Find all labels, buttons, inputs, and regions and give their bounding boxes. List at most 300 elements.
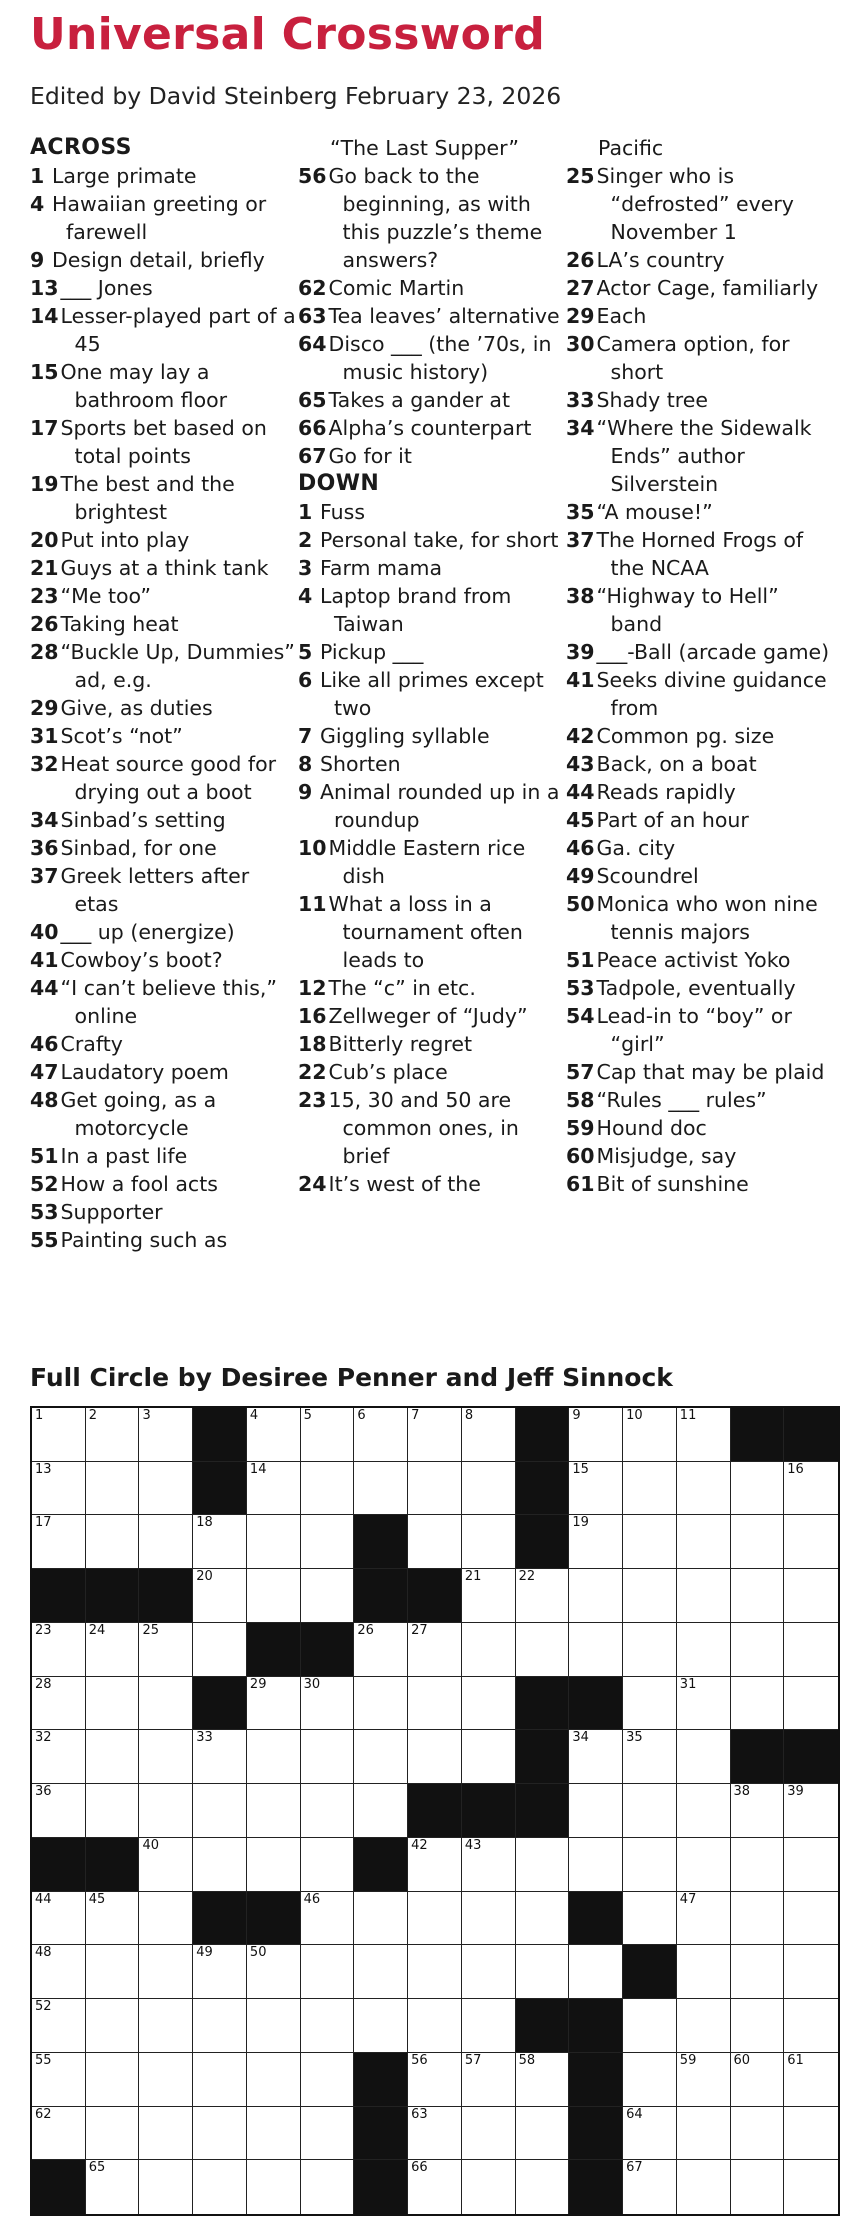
grid-cell[interactable] — [731, 1677, 785, 1731]
grid-block — [569, 1892, 623, 1946]
grid-block — [408, 1569, 462, 1623]
grid-cell[interactable] — [301, 1730, 355, 1784]
grid-cell[interactable] — [731, 1569, 785, 1623]
clue-number: 30 — [566, 332, 595, 356]
grid-cell[interactable] — [86, 1730, 140, 1784]
grid-cell[interactable] — [462, 1838, 516, 1892]
grid-block — [32, 2160, 86, 2214]
grid-cell[interactable] — [516, 2160, 570, 2214]
grid-cell[interactable] — [32, 1623, 86, 1677]
grid-cell[interactable] — [247, 1838, 301, 1892]
grid-cell[interactable] — [623, 1515, 677, 1569]
clue-item — [298, 750, 566, 778]
grid-cell[interactable] — [193, 1730, 247, 1784]
clue-text: Shady tree — [596, 388, 708, 412]
grid-cell[interactable] — [408, 2160, 462, 2214]
grid-cell[interactable] — [731, 1838, 785, 1892]
grid-cell[interactable] — [32, 2107, 86, 2161]
grid-cell[interactable] — [301, 1515, 355, 1569]
clue-item — [298, 666, 566, 722]
grid-cell[interactable] — [462, 1677, 516, 1731]
grid-cell[interactable] — [408, 1892, 462, 1946]
clue-text: Ga. city — [596, 836, 676, 860]
grid-cell[interactable] — [784, 1784, 838, 1838]
grid-cell[interactable] — [86, 2107, 140, 2161]
grid-cell[interactable] — [569, 1730, 623, 1784]
clue-number: 2 — [298, 528, 313, 552]
grid-cell[interactable] — [354, 1999, 408, 2053]
cell-number: 56 — [411, 2052, 428, 2068]
grid-cell[interactable] — [677, 1945, 731, 1999]
clue-number: 53 — [30, 1200, 59, 1224]
clue-item — [30, 834, 298, 862]
clue-text: “Rules ___ rules” — [596, 1088, 767, 1112]
grid-cell[interactable] — [462, 1623, 516, 1677]
clue-item — [566, 330, 834, 386]
clue-number: 6 — [298, 668, 313, 692]
grid-cell[interactable] — [247, 2160, 301, 2214]
grid-cell[interactable] — [623, 1462, 677, 1516]
grid-cell[interactable] — [247, 1730, 301, 1784]
clue-text: Tadpole, eventually — [596, 976, 796, 1000]
clue-text: Hound doc — [596, 1116, 707, 1140]
grid-cell[interactable] — [569, 1408, 623, 1462]
grid-cell[interactable] — [462, 2107, 516, 2161]
grid-cell[interactable] — [623, 1892, 677, 1946]
grid-cell[interactable] — [677, 1999, 731, 2053]
grid-cell[interactable] — [139, 1462, 193, 1516]
clue-text: Zellweger of “Judy” — [328, 1004, 528, 1028]
grid-cell[interactable] — [301, 1569, 355, 1623]
clue-text: One may lay a bathroom floor — [60, 360, 228, 412]
clue-text: Lesser-played part of a 45 — [60, 304, 296, 356]
clue-number: 18 — [298, 1032, 327, 1056]
grid-cell[interactable] — [784, 2107, 838, 2161]
grid-cell[interactable] — [301, 1838, 355, 1892]
grid-cell[interactable] — [462, 1999, 516, 2053]
clue-text: Tea leaves’ alternative — [328, 304, 560, 328]
grid-cell[interactable] — [354, 1784, 408, 1838]
grid-cell[interactable] — [623, 1784, 677, 1838]
clue-number: 55 — [30, 1228, 59, 1252]
clue-item — [566, 750, 834, 778]
grid-cell[interactable] — [193, 1784, 247, 1838]
clue-number: 63 — [298, 304, 327, 328]
clue-number: 21 — [30, 556, 59, 580]
section-heading-down: DOWN — [298, 471, 380, 496]
grid-cell[interactable] — [731, 2107, 785, 2161]
grid-cell[interactable] — [677, 1784, 731, 1838]
grid-cell[interactable] — [86, 1408, 140, 1462]
grid-cell[interactable] — [247, 2107, 301, 2161]
cell-number: 3 — [142, 1408, 151, 1423]
grid-cell[interactable] — [569, 1784, 623, 1838]
grid-cell[interactable] — [516, 1569, 570, 1623]
grid-cell[interactable] — [731, 1623, 785, 1677]
clue-number: 56 — [298, 164, 327, 188]
grid-cell[interactable] — [193, 1945, 247, 1999]
clue-text: Painting such as — [60, 1228, 228, 1252]
grid-cell[interactable] — [462, 2053, 516, 2107]
clue-continuation — [298, 134, 566, 162]
grid-cell[interactable] — [193, 1569, 247, 1623]
cell-number: 43 — [464, 1837, 482, 1853]
grid-cell[interactable] — [86, 1462, 140, 1516]
clue-text: Fuss — [320, 500, 366, 524]
clue-text: ___ Jones — [60, 276, 153, 300]
clue-item — [30, 918, 298, 946]
clue-text: Give, as duties — [60, 696, 213, 720]
clue-number: 51 — [30, 1144, 59, 1168]
clue-number: 27 — [566, 276, 595, 300]
grid-cell[interactable] — [569, 1838, 623, 1892]
grid-cell[interactable] — [247, 1677, 301, 1731]
grid-cell[interactable] — [247, 1515, 301, 1569]
grid-cell[interactable] — [731, 1515, 785, 1569]
grid-cell[interactable] — [86, 1999, 140, 2053]
clue-number: 32 — [30, 752, 59, 776]
cell-number: 34 — [572, 1730, 589, 1746]
cell-number: 33 — [196, 1730, 213, 1746]
grid-cell[interactable] — [731, 1892, 785, 1946]
grid-cell[interactable] — [86, 1892, 140, 1946]
grid-cell[interactable] — [139, 1999, 193, 2053]
grid-cell[interactable] — [623, 2053, 677, 2107]
clue-item — [298, 302, 566, 330]
clue-text: “A mouse!” — [596, 500, 713, 524]
cell-number: 57 — [464, 2052, 482, 2068]
clue-item — [566, 274, 834, 302]
grid-cell[interactable] — [516, 1623, 570, 1677]
grid-cell[interactable] — [139, 2053, 193, 2107]
grid-cell[interactable] — [139, 1784, 193, 1838]
grid-cell[interactable] — [569, 1569, 623, 1623]
grid-cell[interactable] — [301, 1892, 355, 1946]
grid-cell[interactable] — [193, 1623, 247, 1677]
clue-text: Large primate — [52, 164, 197, 188]
grid-cell[interactable] — [408, 1999, 462, 2053]
grid-cell[interactable] — [731, 2160, 785, 2214]
grid-cell[interactable] — [569, 1623, 623, 1677]
grid-cell[interactable] — [569, 1462, 623, 1516]
grid-cell[interactable] — [677, 1462, 731, 1516]
clue-text: Lead-in to “boy” or “girl” — [596, 1004, 792, 1056]
grid-cell[interactable] — [677, 1892, 731, 1946]
grid-cell[interactable] — [32, 1892, 86, 1946]
grid-cell[interactable] — [623, 1838, 677, 1892]
clue-text: “The Last Supper” — [330, 136, 520, 160]
cell-number: 42 — [411, 1837, 428, 1853]
grid-cell[interactable] — [677, 1838, 731, 1892]
clue-number: 36 — [30, 836, 59, 860]
grid-cell[interactable] — [32, 1462, 86, 1516]
grid-cell[interactable] — [784, 1999, 838, 2053]
grid-cell[interactable] — [623, 1999, 677, 2053]
grid-cell[interactable] — [623, 1569, 677, 1623]
grid-cell[interactable] — [354, 1945, 408, 1999]
grid-cell[interactable] — [516, 1945, 570, 1999]
grid-cell[interactable] — [247, 1999, 301, 2053]
grid-cell[interactable] — [623, 2107, 677, 2161]
grid-cell[interactable] — [677, 1408, 731, 1462]
cell-number: 31 — [679, 1676, 697, 1692]
clue-item — [566, 1170, 834, 1198]
clue-number: 47 — [30, 1060, 59, 1084]
grid-cell[interactable] — [462, 1408, 516, 1462]
grid-cell[interactable] — [86, 1623, 140, 1677]
grid-cell[interactable] — [408, 1677, 462, 1731]
clue-text: Back, on a boat — [596, 752, 757, 776]
grid-cell[interactable] — [354, 1677, 408, 1731]
cell-number: 21 — [464, 1569, 482, 1585]
grid-cell[interactable] — [193, 2107, 247, 2161]
grid-cell[interactable] — [32, 1408, 86, 1462]
grid-cell[interactable] — [677, 1730, 731, 1784]
clue-item — [298, 974, 566, 1002]
grid-cell[interactable] — [408, 1945, 462, 1999]
grid-cell[interactable] — [86, 1677, 140, 1731]
grid-cell[interactable] — [408, 1623, 462, 1677]
clue-number: 10 — [298, 836, 327, 860]
clue-text: Scot’s “not” — [60, 724, 183, 748]
clue-text: Cap that may be plaid — [596, 1060, 825, 1084]
grid-block — [569, 1999, 623, 2053]
cell-number: 55 — [35, 2052, 52, 2068]
grid-cell[interactable] — [462, 1462, 516, 1516]
clue-item — [298, 274, 566, 302]
grid-cell[interactable] — [247, 1784, 301, 1838]
grid-cell[interactable] — [731, 1999, 785, 2053]
grid-cell[interactable] — [86, 2053, 140, 2107]
grid-cell[interactable] — [139, 2107, 193, 2161]
grid-block — [569, 2160, 623, 2214]
grid-cell[interactable] — [247, 2053, 301, 2107]
grid-block — [354, 1515, 408, 1569]
clue-item — [30, 246, 298, 274]
grid-cell[interactable] — [516, 1892, 570, 1946]
grid-cell[interactable] — [139, 2160, 193, 2214]
cell-number: 65 — [88, 2160, 106, 2176]
clue-text: The best and the brightest — [60, 472, 235, 524]
grid-cell[interactable] — [623, 1408, 677, 1462]
grid-cell[interactable] — [408, 1408, 462, 1462]
clue-number: 57 — [566, 1060, 595, 1084]
grid-cell[interactable] — [623, 1623, 677, 1677]
grid-cell[interactable] — [408, 2053, 462, 2107]
grid-cell[interactable] — [247, 1462, 301, 1516]
grid-cell[interactable] — [193, 1838, 247, 1892]
grid-cell[interactable] — [354, 1408, 408, 1462]
grid-cell[interactable] — [408, 2107, 462, 2161]
cell-number: 59 — [679, 2052, 697, 2068]
grid-cell[interactable] — [569, 1515, 623, 1569]
grid-cell[interactable] — [32, 1677, 86, 1731]
grid-cell[interactable] — [139, 1515, 193, 1569]
clue-text: Pacific — [598, 136, 664, 160]
clue-number: 7 — [298, 724, 313, 748]
grid-cell[interactable] — [86, 1784, 140, 1838]
grid-cell[interactable] — [354, 1892, 408, 1946]
grid-cell[interactable] — [677, 2107, 731, 2161]
grid-cell[interactable] — [139, 1623, 193, 1677]
grid-cell[interactable] — [139, 1945, 193, 1999]
grid-cell[interactable] — [731, 1784, 785, 1838]
cell-number: 32 — [35, 1730, 52, 1746]
clue-item — [566, 638, 834, 666]
grid-cell[interactable] — [32, 1784, 86, 1838]
grid-cell[interactable] — [408, 1515, 462, 1569]
grid-cell[interactable] — [677, 2160, 731, 2214]
clue-text: Pickup ___ — [320, 640, 424, 664]
grid-cell[interactable] — [462, 1892, 516, 1946]
clue-item — [298, 554, 566, 582]
grid-cell[interactable] — [623, 1677, 677, 1731]
grid-cell[interactable] — [623, 2160, 677, 2214]
grid-cell[interactable] — [247, 1945, 301, 1999]
cell-number: 4 — [249, 1408, 259, 1423]
clue-number: 4 — [30, 192, 45, 216]
grid-cell[interactable] — [301, 2160, 355, 2214]
clue-text: Guys at a think tank — [60, 556, 269, 580]
grid-cell[interactable] — [784, 1838, 838, 1892]
clue-number: 26 — [30, 612, 59, 636]
section-heading-across: ACROSS — [30, 135, 132, 160]
grid-cell[interactable] — [408, 1730, 462, 1784]
grid-cell[interactable] — [32, 1999, 86, 2053]
grid-cell[interactable] — [32, 2053, 86, 2107]
grid-cell[interactable] — [247, 1569, 301, 1623]
cell-number: 8 — [464, 1408, 474, 1423]
clue-column-2 — [298, 134, 566, 1198]
clue-text: Personal take, for short — [320, 528, 559, 552]
clue-text: The “c” in etc. — [328, 976, 476, 1000]
grid-block — [139, 1569, 193, 1623]
clue-item — [30, 1030, 298, 1058]
grid-cell[interactable] — [139, 1730, 193, 1784]
grid-cell[interactable] — [784, 1677, 838, 1731]
clue-item — [566, 1086, 834, 1114]
grid-cell[interactable] — [516, 1838, 570, 1892]
grid-cell[interactable] — [677, 1677, 731, 1731]
grid-cell[interactable] — [569, 1945, 623, 1999]
clue-item — [30, 274, 298, 302]
grid-cell[interactable] — [301, 1784, 355, 1838]
grid-cell[interactable] — [784, 2053, 838, 2107]
grid-cell[interactable] — [731, 1945, 785, 1999]
grid-cell[interactable] — [193, 1999, 247, 2053]
grid-cell[interactable] — [623, 1730, 677, 1784]
clue-item — [566, 386, 834, 414]
grid-cell[interactable] — [516, 2107, 570, 2161]
grid-cell[interactable] — [784, 1892, 838, 1946]
grid-cell[interactable] — [354, 1623, 408, 1677]
clue-number: 13 — [30, 276, 59, 300]
clue-text: Peace activist Yoko — [596, 948, 791, 972]
clue-item — [566, 862, 834, 890]
grid-cell[interactable] — [784, 1515, 838, 1569]
grid-cell[interactable] — [301, 1999, 355, 2053]
grid-cell[interactable] — [354, 1462, 408, 1516]
grid-cell[interactable] — [408, 1838, 462, 1892]
clue-number: 50 — [566, 892, 595, 916]
clue-item — [566, 946, 834, 974]
cell-number: 18 — [196, 1515, 213, 1531]
clue-item — [30, 694, 298, 722]
grid-cell[interactable] — [784, 1623, 838, 1677]
grid-cell[interactable] — [462, 1569, 516, 1623]
grid-cell[interactable] — [784, 1462, 838, 1516]
grid-cell[interactable] — [139, 1408, 193, 1462]
grid-block — [354, 2160, 408, 2214]
grid-cell[interactable] — [86, 1945, 140, 1999]
grid-cell[interactable] — [139, 1892, 193, 1946]
grid-cell[interactable] — [516, 2053, 570, 2107]
clue-number: 42 — [566, 724, 595, 748]
clue-text: “Where the Sidewalk Ends” author Silverstein — [596, 416, 812, 496]
grid-block — [516, 1999, 570, 2053]
grid-cell[interactable] — [677, 2053, 731, 2107]
clue-text: Crafty — [60, 1032, 123, 1056]
clue-text: Camera option, for short — [596, 332, 790, 384]
clue-item — [30, 1170, 298, 1198]
grid-cell[interactable] — [731, 1462, 785, 1516]
grid-cell[interactable] — [193, 1515, 247, 1569]
grid-cell[interactable] — [677, 1569, 731, 1623]
grid-cell[interactable] — [301, 2107, 355, 2161]
grid-cell[interactable] — [32, 1515, 86, 1569]
grid-cell[interactable] — [86, 1515, 140, 1569]
grid-cell[interactable] — [193, 2160, 247, 2214]
grid-cell[interactable] — [462, 1945, 516, 1999]
grid-cell[interactable] — [32, 1730, 86, 1784]
grid-cell[interactable] — [408, 1462, 462, 1516]
grid-cell[interactable] — [354, 1730, 408, 1784]
grid-block — [516, 1784, 570, 1838]
grid-cell[interactable] — [86, 2160, 140, 2214]
grid-cell[interactable] — [784, 2160, 838, 2214]
grid-cell[interactable] — [462, 1515, 516, 1569]
clue-item — [30, 554, 298, 582]
clue-item — [298, 1086, 566, 1170]
grid-cell[interactable] — [731, 2053, 785, 2107]
grid-cell[interactable] — [139, 1838, 193, 1892]
grid-cell[interactable] — [247, 1408, 301, 1462]
clue-text: In a past life — [60, 1144, 188, 1168]
grid-cell[interactable] — [301, 1462, 355, 1516]
grid-cell[interactable] — [784, 1569, 838, 1623]
clue-text: Cowboy’s boot? — [60, 948, 223, 972]
clue-item — [30, 414, 298, 470]
grid-cell[interactable] — [32, 1945, 86, 1999]
grid-cell[interactable] — [301, 2053, 355, 2107]
grid-cell[interactable] — [193, 2053, 247, 2107]
grid-cell[interactable] — [462, 1730, 516, 1784]
clue-number: 58 — [566, 1088, 595, 1112]
grid-cell[interactable] — [301, 1408, 355, 1462]
clue-item — [298, 498, 566, 526]
grid-cell[interactable] — [677, 1515, 731, 1569]
grid-cell[interactable] — [301, 1945, 355, 1999]
grid-block — [516, 1462, 570, 1516]
grid-cell[interactable] — [462, 2160, 516, 2214]
grid-cell[interactable] — [139, 1677, 193, 1731]
clue-number: 17 — [30, 416, 59, 440]
grid-cell[interactable] — [677, 1623, 731, 1677]
grid-cell[interactable] — [784, 1945, 838, 1999]
cell-number: 30 — [303, 1676, 321, 1692]
grid-cell[interactable] — [301, 1677, 355, 1731]
clue-number: 49 — [566, 864, 595, 888]
